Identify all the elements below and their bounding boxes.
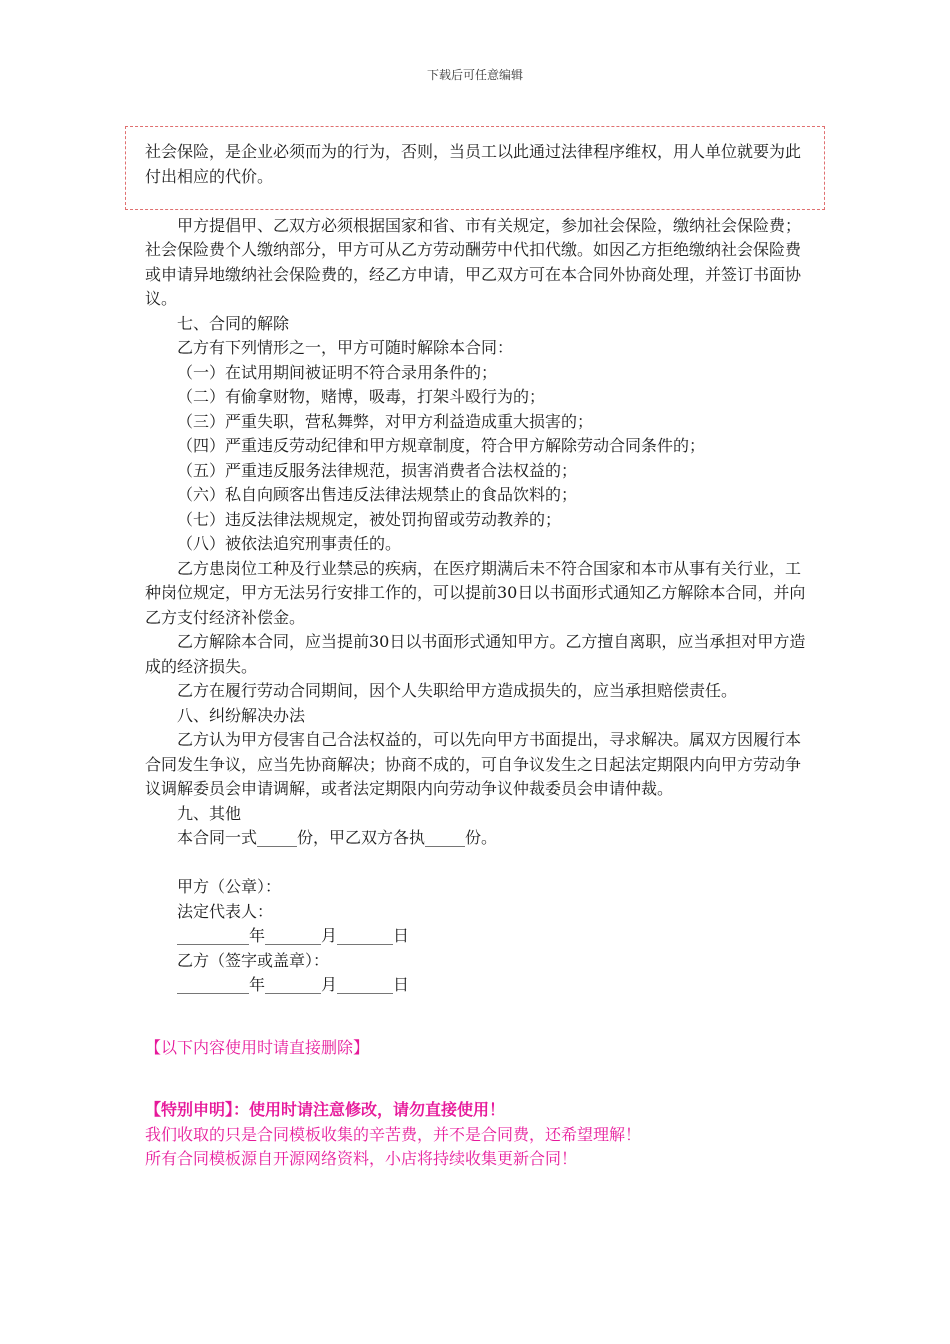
list-item: （三）严重失职，营私舞弊，对甲方利益造成重大损害的；	[177, 411, 594, 431]
signature-date-a: _________年_______月_______日	[177, 926, 410, 945]
signature-date-b: _________年_______月_______日	[177, 975, 410, 994]
paragraph-social-insurance-end: 社会保险，是企业必须而为的行为，否则，当员工以此通过法律程序维权，用人单位就要为此付出相应的代价。	[145, 142, 802, 186]
notice-line-1: 我们收取的只是合同模板收集的辛苦费，并不是合同费，还希望理解！	[145, 1124, 642, 1144]
paragraph-resignation: 乙方解除本合同，应当提前30日以书面形式通知甲方。乙方擅自离职，应当承担对甲方造成的经济损失。	[145, 632, 806, 676]
list-item: （五）严重违反服务法律规范，损害消费者合法权益的；	[177, 460, 578, 480]
page-header: 下载后可任意编辑	[426, 68, 523, 82]
section-title-termination: 七、合同的解除	[177, 313, 290, 333]
paragraph-illness: 乙方患岗位工种及行业禁忌的疾病，在医疗期满后未不符合国家和本市从事有关行业，工种岗位规定，甲方无法另行安排工作的，可以提前30日以书面形式通知乙方解除本合同，并向乙方支付经济补偿金。	[145, 558, 806, 627]
document-body	[145, 140, 807, 1172]
spacer	[145, 851, 807, 876]
paragraph-compensation: 乙方在履行劳动合同期间，因个人失职给甲方造成损失的，应当承担赔偿责任。	[177, 681, 738, 700]
paragraph-dispute: 乙方认为甲方侵害自己合法权益的，可以先向甲方书面提出，寻求解决。属双方因履行本合同发生争议，应当先协商解决；协商不成的，可自争议发生之日起法定期限内向甲方劳动争议调解委员会申请调解，或者法定期限内向劳动争议仲裁委员会申请仲裁。	[145, 730, 802, 798]
paragraph-social-insurance: 甲方提倡甲、乙双方必须根据国家和省、市有关规定，参加社会保险，缴纳社会保险费；社会保险费个人缴纳部分，甲方可从乙方劳动酬劳中代扣代缴。如因乙方拒绝缴纳社会保险费或申请异地缴纳社会保险费的，经乙方申请，甲乙双方可在本合同外协商处理，并签订书面协议。	[145, 215, 802, 308]
list-item: （二）有偷拿财物，赌博，吸毒，打架斗殴行为的；	[177, 387, 546, 406]
spacer	[145, 1060, 807, 1098]
signature-legal-rep: 法定代表人：	[177, 901, 274, 921]
section-title-other: 九、其他	[177, 803, 242, 823]
signature-party-a: 甲方（公章）：	[177, 877, 282, 896]
spacer	[145, 189, 807, 214]
notice-line-2: 所有合同模板源自开源网络资料，小店将持续收集更新合同！	[145, 1149, 578, 1168]
list-item: （七）违反法律法规规定，被处罚拘留或劳动教养的；	[177, 509, 562, 529]
paragraph-termination-intro: 乙方有下列情形之一，甲方可随时解除本合同：	[177, 338, 514, 357]
paragraph-copies: 本合同一式_____份，甲乙双方各执_____份。	[177, 828, 498, 847]
section-title-dispute: 八、纠纷解决办法	[177, 705, 306, 725]
special-statement: 【特别申明】：使用时请注意修改，请勿直接使用！	[145, 1100, 506, 1119]
list-item: （一）在试用期间被证明不符合录用条件的；	[177, 362, 498, 382]
delete-hint: 【以下内容使用时请直接删除】	[145, 1037, 370, 1057]
list-item: （八）被依法追究刑事责任的。	[177, 534, 402, 553]
signature-party-b: 乙方（签字或盖章）：	[177, 950, 330, 970]
list-item: （六）私自向顾客出售违反法律法规禁止的食品饮料的；	[177, 485, 578, 504]
spacer	[145, 998, 807, 1036]
list-item: （四）严重违反劳动纪律和甲方规章制度，符合甲方解除劳动合同条件的；	[177, 436, 706, 455]
